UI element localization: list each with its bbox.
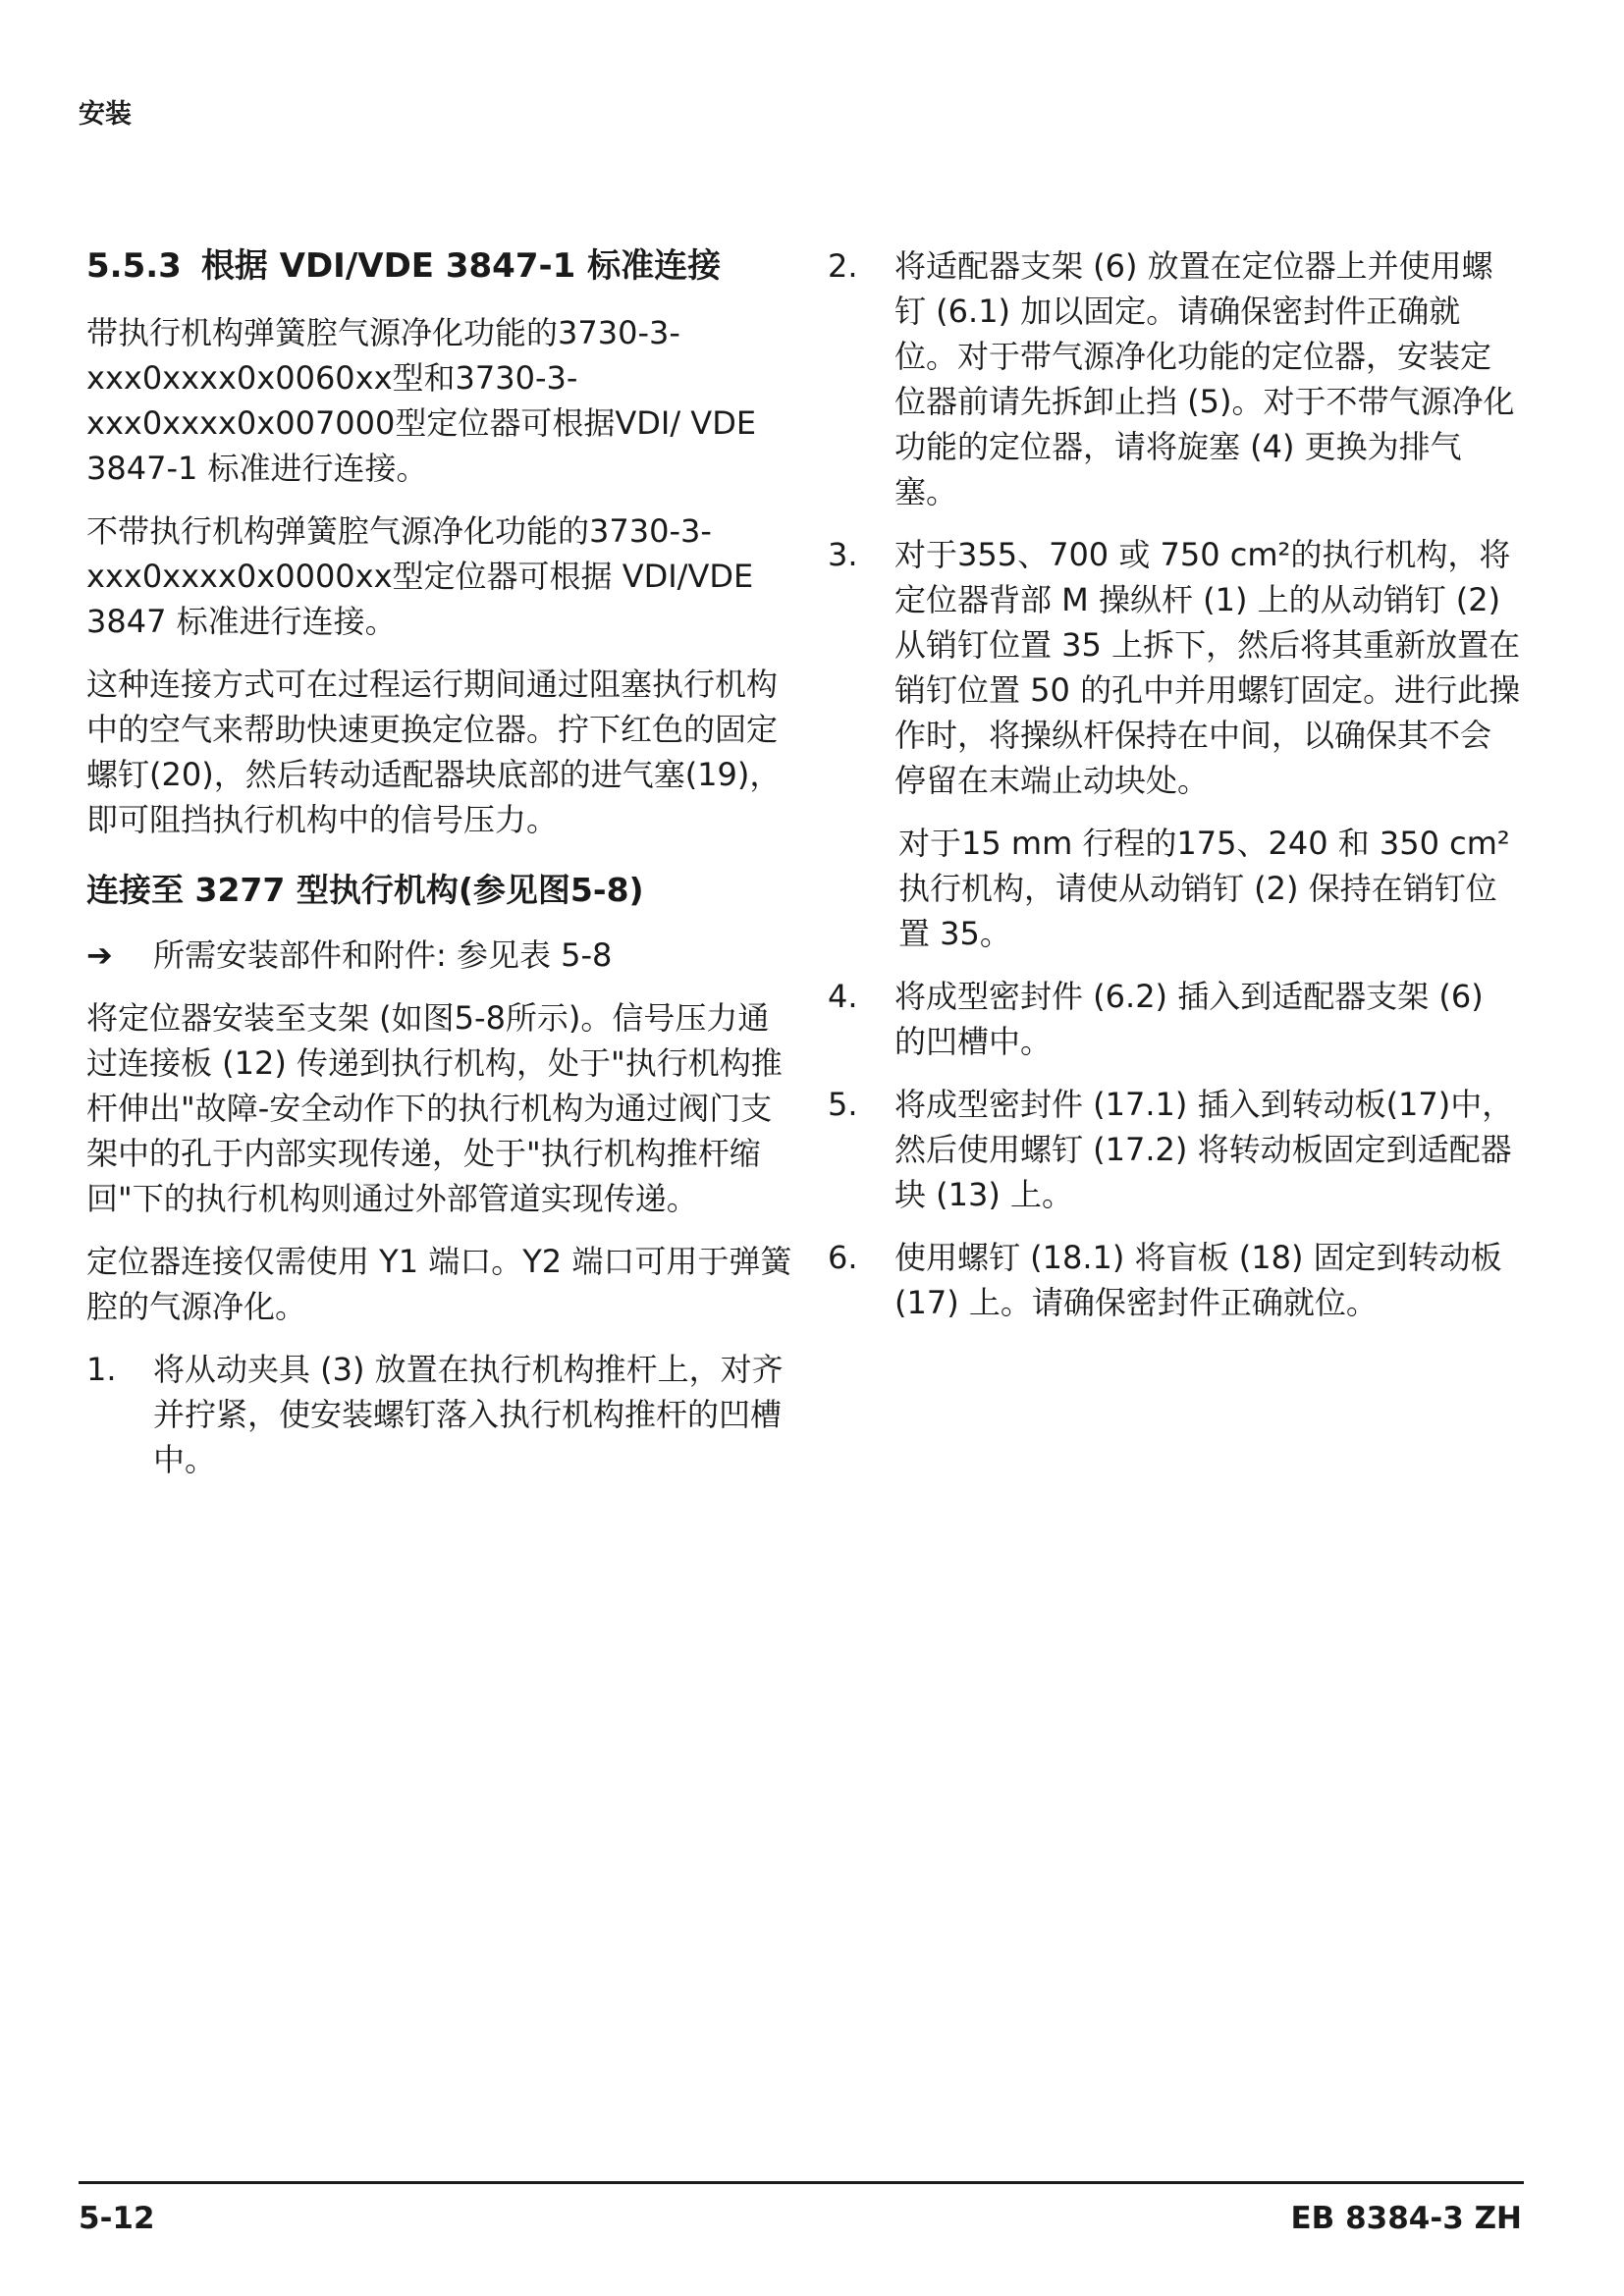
step-item: [828, 1082, 1521, 1217]
step-number: 1.: [86, 1351, 117, 1388]
step-item: [828, 974, 1521, 1064]
step-text: 使用螺钉 (18.1) 将盲板 (18) 固定到转动板 (17) 上。请确保密封件正确就位。: [894, 1239, 1502, 1321]
section-number: 5.5.3: [86, 246, 182, 286]
paragraph: 将定位器安装至支架 (如图5-8所示)。信号压力通过连接板 (12) 传递到执行机构，处于"执行机构推杆伸出"故障-安全动作下的执行机构为通过阀门支架中的孔于内部实现传递，处于"执行机构推杆缩回"下的执行机构则通过外部管道实现传递。: [86, 999, 783, 1217]
left-column: [86, 243, 795, 1500]
step-list: [86, 1347, 795, 1482]
step-text: 对于355、700 或 750 cm²的执行机构，将定位器背部 M 操纵杆 (1) 上的从动销钉 (2) 从销钉位置 35 上拆下，然后将其重新放置在销钉位置 50 的孔中并用螺钉固定。进行此操作时，将操纵杆保持在中间，以确保其不会停留在末端止动块处。: [894, 536, 1521, 799]
step-number: 4.: [828, 978, 858, 1015]
step-item: [828, 243, 1521, 514]
step-number: 2.: [828, 247, 858, 285]
subsection-heading: 连接至 3277 型执行机构(参见图5-8): [86, 871, 644, 909]
paragraph: 不带执行机构弹簧腔气源净化功能的3730-3-xxx0xxxx0x0000xx型定位器可根据 VDI/VDE 3847 标准进行连接。: [86, 512, 754, 640]
section-title: 根据 VDI/VDE 3847-1 标准连接: [200, 246, 722, 286]
paragraph: 带执行机构弹簧腔气源净化功能的3730-3-xxx0xxxx0x0060xx型和3730-3-xxx0xxxx0x007000型定位器可根据VDI/ VDE 3847-1 标准进行连接。: [86, 314, 757, 487]
step-item: [828, 1235, 1521, 1325]
page-number: 5-12: [79, 2201, 155, 2236]
right-column: [828, 243, 1521, 1343]
step-list: [828, 243, 1521, 803]
step-item: [828, 532, 1521, 803]
step-text: 将从动夹具 (3) 放置在执行机构推杆上，对齐并拧紧，使安装螺钉落入执行机构推杆的凹槽中。: [153, 1351, 784, 1478]
step-note: 对于15 mm 行程的175、240 和 350 cm² 执行机构，请使从动销钉 (2) 保持在销钉位置 35。: [898, 825, 1510, 952]
step-list: [828, 974, 1521, 1325]
footer-divider: [79, 2181, 1524, 2184]
requirement-note-text: 所需安装部件和附件: 参见表 5-8: [153, 936, 613, 974]
requirement-note: [86, 933, 795, 978]
step-number: 3.: [828, 536, 858, 573]
step-number: 6.: [828, 1239, 858, 1276]
arrow-right-icon: ➔: [86, 936, 113, 974]
paragraph: 这种连接方式可在过程运行期间通过阻塞执行机构中的空气来帮助快速更换定位器。拧下红色的固定螺钉(20)，然后转动适配器块底部的进气塞(19)，即可阻挡执行机构中的信号压力。: [86, 666, 782, 838]
paragraph: 定位器连接仅需使用 Y1 端口。Y2 端口可用于弹簧腔的气源净化。: [86, 1243, 792, 1325]
step-text: 将成型密封件 (17.1) 插入到转动板(17)中，然后使用螺钉 (17.2) 将转动板固定到适配器块 (13) 上。: [894, 1086, 1514, 1213]
section-heading: [86, 243, 795, 289]
header-label: 安装: [79, 99, 132, 130]
step-text: 将适配器支架 (6) 放置在定位器上并使用螺钉 (6.1) 加以固定。请确保密封件正确就位。对于带气源净化功能的定位器，安装定位器前请先拆卸止挡 (5)。对于不带气源净化功能的定位器，请将旋塞 (4) 更换为排气塞。: [894, 247, 1515, 510]
step-item: [86, 1347, 795, 1482]
document-id: EB 8384-3 ZH: [1290, 2201, 1522, 2236]
step-number: 5.: [828, 1086, 858, 1123]
step-text: 将成型密封件 (6.2) 插入到适配器支架 (6) 的凹槽中。: [894, 978, 1484, 1060]
